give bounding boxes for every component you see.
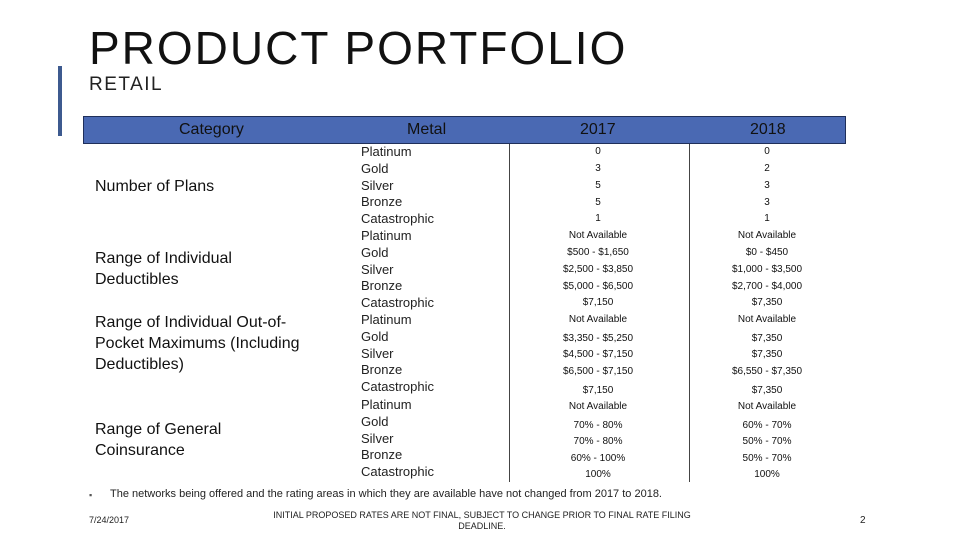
value-2018-cell: $7,350 xyxy=(751,297,783,308)
header-2018: 2018 xyxy=(750,121,786,138)
value-2017-cell: 1 xyxy=(595,213,601,224)
page-number: 2 xyxy=(860,515,866,526)
value-2017-cell: Not Available xyxy=(568,401,628,412)
value-2018-cell: Not Available xyxy=(737,230,797,241)
metal-cell: Gold xyxy=(361,413,389,429)
page-title: PRODUCT PORTFOLIO xyxy=(89,22,628,74)
metal-cell: Gold xyxy=(361,328,389,344)
footnote-text: The networks being offered and the rating areas in which they are available have not changed from 2017 to 2018. xyxy=(110,488,662,500)
value-2018-cell: 0 xyxy=(764,146,770,157)
value-2017-cell: 5 xyxy=(595,180,601,191)
value-2018-cell: 2 xyxy=(764,163,770,174)
metal-cell: Gold xyxy=(361,160,389,176)
metal-cell: Silver xyxy=(361,345,394,361)
value-2018-cell: $6,550 - $7,350 xyxy=(731,366,803,377)
footnote-bullet: ▪ xyxy=(89,490,93,500)
metal-cell: Bronze xyxy=(361,447,403,463)
title-accent-bar xyxy=(58,66,62,136)
metal-cell: Platinum xyxy=(361,397,412,412)
value-2017-cell: $5,000 - $6,500 xyxy=(562,281,634,292)
value-2018-cell: Not Available xyxy=(737,401,797,412)
footer-date: 7/24/2017 xyxy=(89,515,130,525)
value-2017-cell: 70% - 80% xyxy=(573,436,623,447)
value-2018-cell: Not Available xyxy=(737,314,797,325)
category-label: Range of Individual Deductibles xyxy=(95,250,232,288)
column-divider-2018 xyxy=(689,144,690,482)
value-2018-cell: 50% - 70% xyxy=(742,453,792,464)
metal-cell: Gold xyxy=(361,244,389,260)
metal-cell: Platinum xyxy=(361,144,412,159)
category-label: Range of Individual Out-of-Pocket Maximums (Including Deductibles) xyxy=(95,314,300,373)
value-2018-cell: $1,000 - $3,500 xyxy=(731,264,803,275)
table-header xyxy=(83,116,846,144)
metal-cell: Bronze xyxy=(361,362,403,378)
value-2018-cell: 3 xyxy=(764,180,770,191)
value-2018-cell: 50% - 70% xyxy=(742,436,792,447)
page-subtitle: RETAIL xyxy=(89,74,164,95)
metal-cell: Silver xyxy=(361,177,394,193)
value-2018-cell: $0 - $450 xyxy=(745,247,789,258)
value-2018-cell: $7,350 xyxy=(751,385,783,396)
metal-cell: Catastrophic xyxy=(361,379,434,395)
value-2017-cell: 100% xyxy=(585,469,611,480)
value-2018-cell: 60% - 70% xyxy=(742,420,792,431)
metal-cell: Bronze xyxy=(361,194,403,210)
value-2018-cell: 100% xyxy=(754,469,780,480)
metal-cell: Catastrophic xyxy=(361,464,434,480)
value-2018-cell: 3 xyxy=(764,197,770,208)
category-label: Number of Plans xyxy=(95,178,215,195)
metal-cell: Bronze xyxy=(361,278,403,294)
value-2017-cell: 60% - 100% xyxy=(570,453,626,464)
metal-cell: Silver xyxy=(361,430,394,446)
value-2017-cell: $7,150 xyxy=(582,297,614,308)
metal-cell: Catastrophic xyxy=(361,295,434,311)
footer-disclaimer: INITIAL PROPOSED RATES ARE NOT FINAL, SUBJECT TO CHANGE PRIOR TO FINAL RATE FILING DEADLINE. xyxy=(273,510,691,531)
value-2017-cell: Not Available xyxy=(568,230,628,241)
value-2017-cell: 3 xyxy=(595,163,601,174)
metal-cell: Platinum xyxy=(361,312,412,327)
value-2017-cell: $500 - $1,650 xyxy=(567,247,629,258)
header-category: Category xyxy=(179,121,244,138)
value-2017-cell: $3,350 - $5,250 xyxy=(562,333,634,344)
value-2017-cell: Not Available xyxy=(568,314,628,325)
value-2018-cell: $7,350 xyxy=(751,349,783,360)
value-2017-cell: $2,500 - $3,850 xyxy=(562,264,634,275)
value-2017-cell: 0 xyxy=(595,146,601,157)
value-2018-cell: $7,350 xyxy=(751,333,783,344)
value-2018-cell: $2,700 - $4,000 xyxy=(731,281,803,292)
metal-cell: Catastrophic xyxy=(361,211,434,227)
header-metal: Metal xyxy=(407,121,447,138)
column-divider-2017 xyxy=(509,144,510,482)
value-2017-cell: $4,500 - $7,150 xyxy=(562,349,634,360)
header-2017: 2017 xyxy=(580,121,616,138)
value-2017-cell: 70% - 80% xyxy=(573,420,623,431)
value-2017-cell: $7,150 xyxy=(582,385,614,396)
value-2017-cell: $6,500 - $7,150 xyxy=(562,366,634,377)
value-2018-cell: 1 xyxy=(764,213,770,224)
value-2017-cell: 5 xyxy=(595,197,601,208)
category-label: Range of General Coinsurance xyxy=(95,421,222,459)
metal-cell: Silver xyxy=(361,261,394,277)
metal-cell: Platinum xyxy=(361,228,412,243)
